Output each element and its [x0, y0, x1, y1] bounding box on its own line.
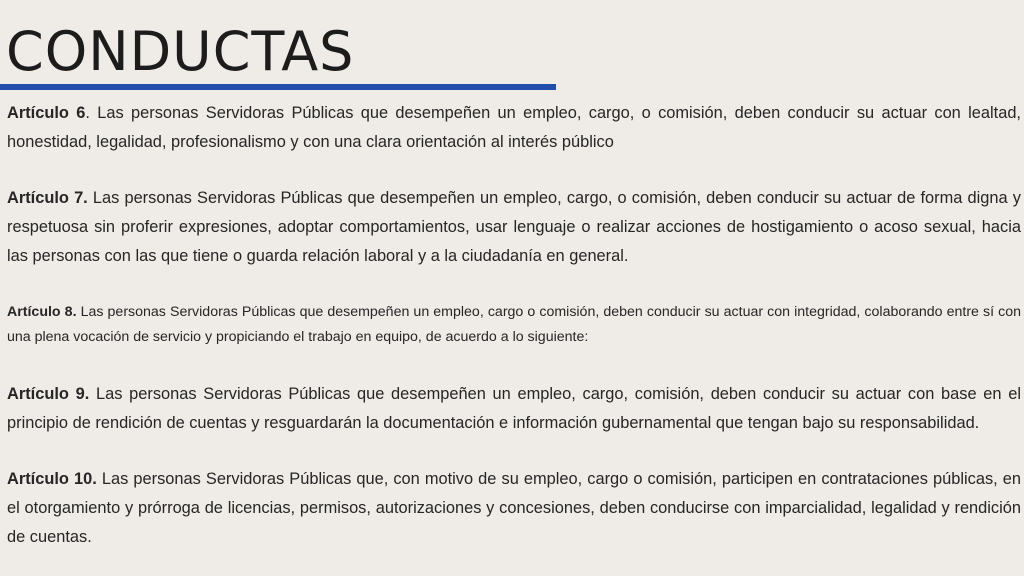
article-10-text: Las personas Servidoras Públicas que, con motivo de su empleo, cargo o comisión, participen en contrataciones públicas, en el otorgamiento y prórroga de licencias, permisos, autorizaciones y concesiones, deben conducirse con imparcialidad, legalidad y rendición de cuentas.: [7, 470, 1022, 546]
title-underline: [0, 84, 556, 90]
article-7: [7, 184, 1021, 271]
article-6-label: Artículo 6: [7, 104, 86, 122]
article-8: [7, 300, 1021, 350]
article-6: [7, 99, 1021, 157]
article-8-text: Las personas Servidoras Públicas que desempeñen un empleo, cargo o comisión, deben conducir su actuar con integridad, colaborando entre sí con una plena vocación de servicio y propiciando el trabajo en equipo, de acuerdo a lo siguiente:: [7, 304, 1022, 345]
article-10-label: Artículo 10.: [7, 470, 97, 488]
article-9-label: Artículo 9.: [7, 385, 90, 403]
article-6-text: . Las personas Servidoras Públicas que desempeñen un empleo, cargo, o comisión, deben conducir su actuar con lealtad, honestidad, legalidad, profesionalismo y con una clara orientación al interés público: [7, 104, 1021, 151]
article-8-label: Artículo 8.: [7, 304, 77, 320]
article-10: [7, 465, 1021, 552]
article-9-text: Las personas Servidoras Públicas que desempeñen un empleo, cargo, comisión, deben conducir su actuar con base en el principio de rendición de cuentas y resguardarán la documentación e información gubernamental que tengan bajo su responsabilidad.: [7, 385, 1022, 432]
page-title: CONDUCTAS: [6, 20, 355, 83]
article-7-text: Las personas Servidoras Públicas que desempeñen un empleo, cargo, o comisión, deben conducir su actuar de forma digna y respetuosa sin proferir expresiones, adoptar comportamientos, usar lenguaje o realizar acciones de hostigamiento o acoso sexual, hacia las personas con las que tiene o guarda relación laboral y a la ciudadanía en general.: [7, 189, 1021, 265]
article-7-label: Artículo 7.: [7, 189, 88, 207]
article-9: [7, 380, 1021, 438]
